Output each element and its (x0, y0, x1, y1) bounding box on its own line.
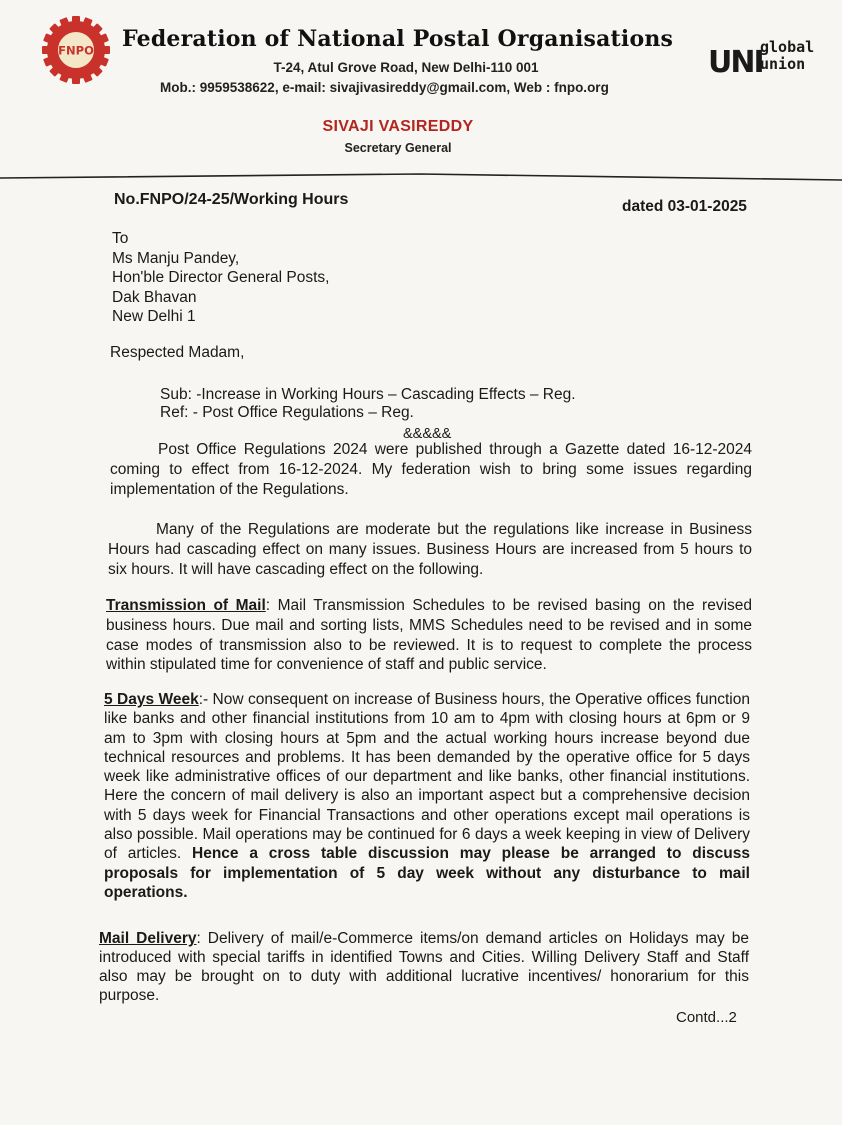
fnpo-logo (40, 14, 112, 86)
org-address: T-24, Atul Grove Road, New Delhi-110 001 (273, 60, 539, 75)
uni-logo-line2: union (760, 55, 806, 73)
paragraph-business-hours: Many of the Regulations are moderate but the regulations like increase in Business Hours had cascading effect on many issues. Business Hours are increased from 5 hours to six hours. It will have cascading effect on the following. (108, 521, 752, 578)
recipient-line: Ms Manju Pandey, (112, 249, 240, 267)
letter-date: dated 03-01-2025 (622, 198, 747, 215)
recipient-line: Hon'ble Director General Posts, (112, 269, 330, 286)
paragraph-mail-delivery (99, 929, 749, 1005)
text-five-days-week: :- Now consequent on increase of Business hours, the Operative offices function like banks and other financial institutions from 10 am to 4pm with closing hours at 6pm or 9 am to 3pm with closing hours at 5pm and the actual working hours increase beyond due technical resources and problems. It has been demanded by the operative office for 5 days week like administrative offices of our department and like banks, other financial institutions. Here the concern of mail delivery is also an important aspect but a comprehensive decision with 5 days week for Financial Transactions and other operations except mail operations is also possible. Mail operations may be continued for 6 days a week keeping in view of Delivery of articles. (104, 691, 750, 863)
uni-logo-line1: global (760, 38, 815, 56)
paragraph-intro: Post Office Regulations 2024 were published through a Gazette dated 16-12-2024 coming to effect from 16-12-2024. My federation wish to bring some issues regarding implementation of the Regulations. (110, 441, 752, 498)
sender-name: SIVAJI VASIREDDY (322, 118, 474, 135)
section-separator: &&&&& (403, 426, 452, 442)
recipient-line: Dak Bhavan (112, 288, 197, 306)
recipient-block (112, 229, 329, 327)
paragraph-transmission-of-mail (106, 596, 752, 675)
letterhead-divider (0, 170, 842, 184)
heading-mail-delivery: Mail Delivery (99, 930, 197, 947)
text-five-days-week-request: Hence a cross table discussion may please be arranged to discuss proposals for implementation of 5 day week without any disturbance to mail operations. (104, 845, 750, 901)
to-label: To (112, 230, 129, 247)
recipient-line: New Delhi 1 (112, 308, 196, 325)
reference-line: Ref: - Post Office Regulations – Reg. (160, 404, 414, 421)
subject-line: Sub: -Increase in Working Hours – Cascading Effects – Reg. (160, 386, 576, 403)
heading-transmission-of-mail: Transmission of Mail (106, 597, 266, 614)
text-transmission-of-mail: : Mail Transmission Schedules to be revised basing on the revised business hours. Due mail and sorting lists, MMS Schedules need to be revised and in some case modes of transmission also to be reviewed. It is to request to complete the process within stipulated time for convenience of staff and public service. (106, 597, 753, 674)
letter-reference-number: No.FNPO/24-25/Working Hours (114, 191, 349, 208)
heading-five-days-week: 5 Days Week (104, 691, 199, 708)
text-mail-delivery: : Delivery of mail/e-Commerce items/on demand articles on Holidays may be introduced with special tariffs in identified Towns and Cities. Willing Delivery Staff and Staff also may be brought on to duty with additional lucrative incentives/ honorarium for this purpose. (99, 930, 749, 1004)
continued-marker: Contd...2 (676, 1009, 737, 1026)
uni-global-union-logo (708, 34, 815, 80)
org-name: Federation of National Postal Organisations (122, 26, 674, 52)
org-contact: Mob.: 9959538622, e-mail: sivajivasireddy@gmail.com, Web : fnpo.org (160, 80, 609, 95)
paragraph-five-days-week (104, 690, 750, 902)
fnpo-logo-text: FNPO (58, 43, 94, 58)
salutation: Respected Madam, (110, 344, 245, 361)
sender-title: Secretary General (344, 141, 452, 155)
uni-logo-mark: UNI (708, 45, 763, 80)
